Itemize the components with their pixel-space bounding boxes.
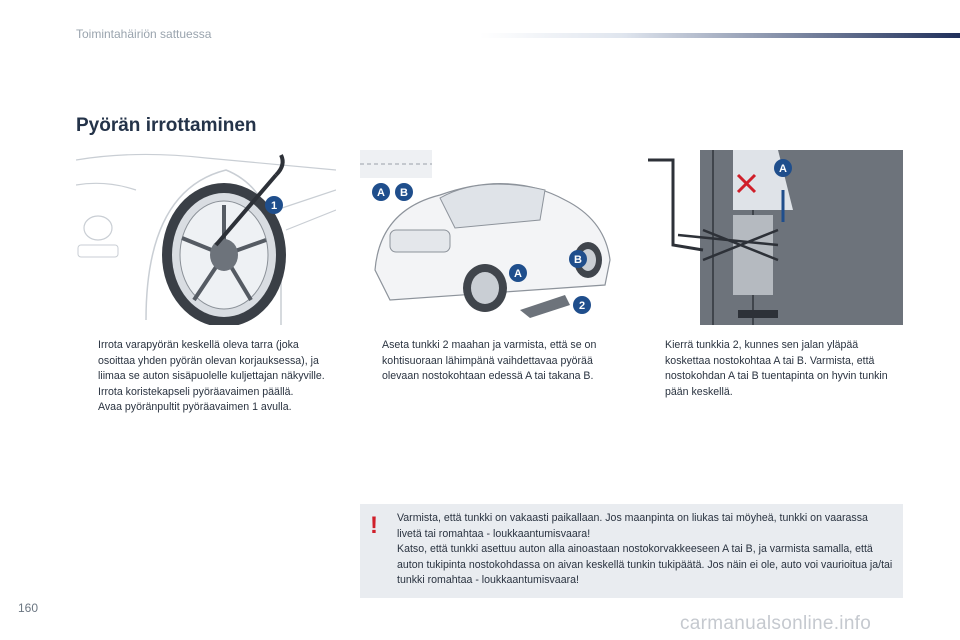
bullet-item	[76, 385, 336, 401]
bullet-item	[76, 400, 336, 416]
bullet-item	[360, 338, 622, 385]
warning-icon: !	[370, 512, 378, 539]
bullet-text: Irrota varapyörän keskellä oleva tarra (joka osoittaa yhden pyörän olevan korjauksessa), ja liimaa se auton sisäpuolelle kuljettajan näkyville.	[98, 339, 325, 382]
car-illustration	[360, 150, 615, 325]
label-a-car: A	[514, 268, 522, 280]
warning-line-1: Varmista, että tunkki on vakaasti paikallaan. Jos maanpinta on liukas tai möyheä, tunkki on vaarassa livetä tai romahtaa - loukkaantumisvaara!	[397, 512, 868, 540]
label-a-top: A	[377, 187, 385, 199]
warning-box	[360, 504, 903, 598]
label-1: 1	[270, 200, 278, 212]
watermark: carmanualsonline.info	[680, 613, 872, 634]
wheel-drawing	[76, 150, 336, 325]
instructions-column-3	[643, 338, 903, 400]
warning-text	[397, 511, 895, 589]
bullet-text: Irrota koristekapseli pyöräavaimen päällä.	[98, 385, 294, 398]
instructions-column-1	[76, 338, 336, 416]
bullet-text: Aseta tunkki 2 maahan ja varmista, että se on kohtisuoraan lähimpänä vaihdettavaa pyörää olevaan nostokohtaan edessä A tai takana B.	[382, 339, 597, 382]
warning-line-2: Katso, että tunkki asettuu auton alla ainoastaan nostokorvakkeeseen A tai B, ja varmista samalla, että auton tukipinta nostokohdassa on aivan keskellä tunkin tukipäätä. Jos näin ei ole, auto voi vaurioitua ja/tai tunkki romahtaa - loukkaantumisvaara!	[397, 543, 893, 586]
bullet-item	[76, 338, 336, 385]
jack-illustration	[643, 150, 903, 325]
car-drawing	[360, 150, 615, 325]
section-header: Toimintahäiriön sattuessa	[76, 27, 212, 41]
bullet-text: Avaa pyöränpultit pyöräavaimen 1 avulla.	[98, 401, 292, 413]
label-b-car: B	[574, 254, 582, 266]
label-2-car: 2	[578, 300, 586, 312]
label-a-jack: A	[779, 163, 787, 175]
label-b-top: B	[400, 187, 408, 199]
instructions-column-2	[360, 338, 622, 385]
wheel-illustration	[76, 150, 336, 325]
jack-drawing	[643, 150, 903, 325]
header-bar	[480, 33, 960, 38]
page-number: 160	[18, 601, 39, 615]
bullet-text: Kierrä tunkkia 2, kunnes sen jalan yläpää koskettaa nostokohtaa A tai B. Varmista, että nostokohdan A tai B tuentapinta on hyvin tunkin pään keskellä.	[665, 339, 888, 398]
page-title: Pyörän irrottaminen	[76, 115, 257, 136]
bullet-item	[643, 338, 903, 400]
